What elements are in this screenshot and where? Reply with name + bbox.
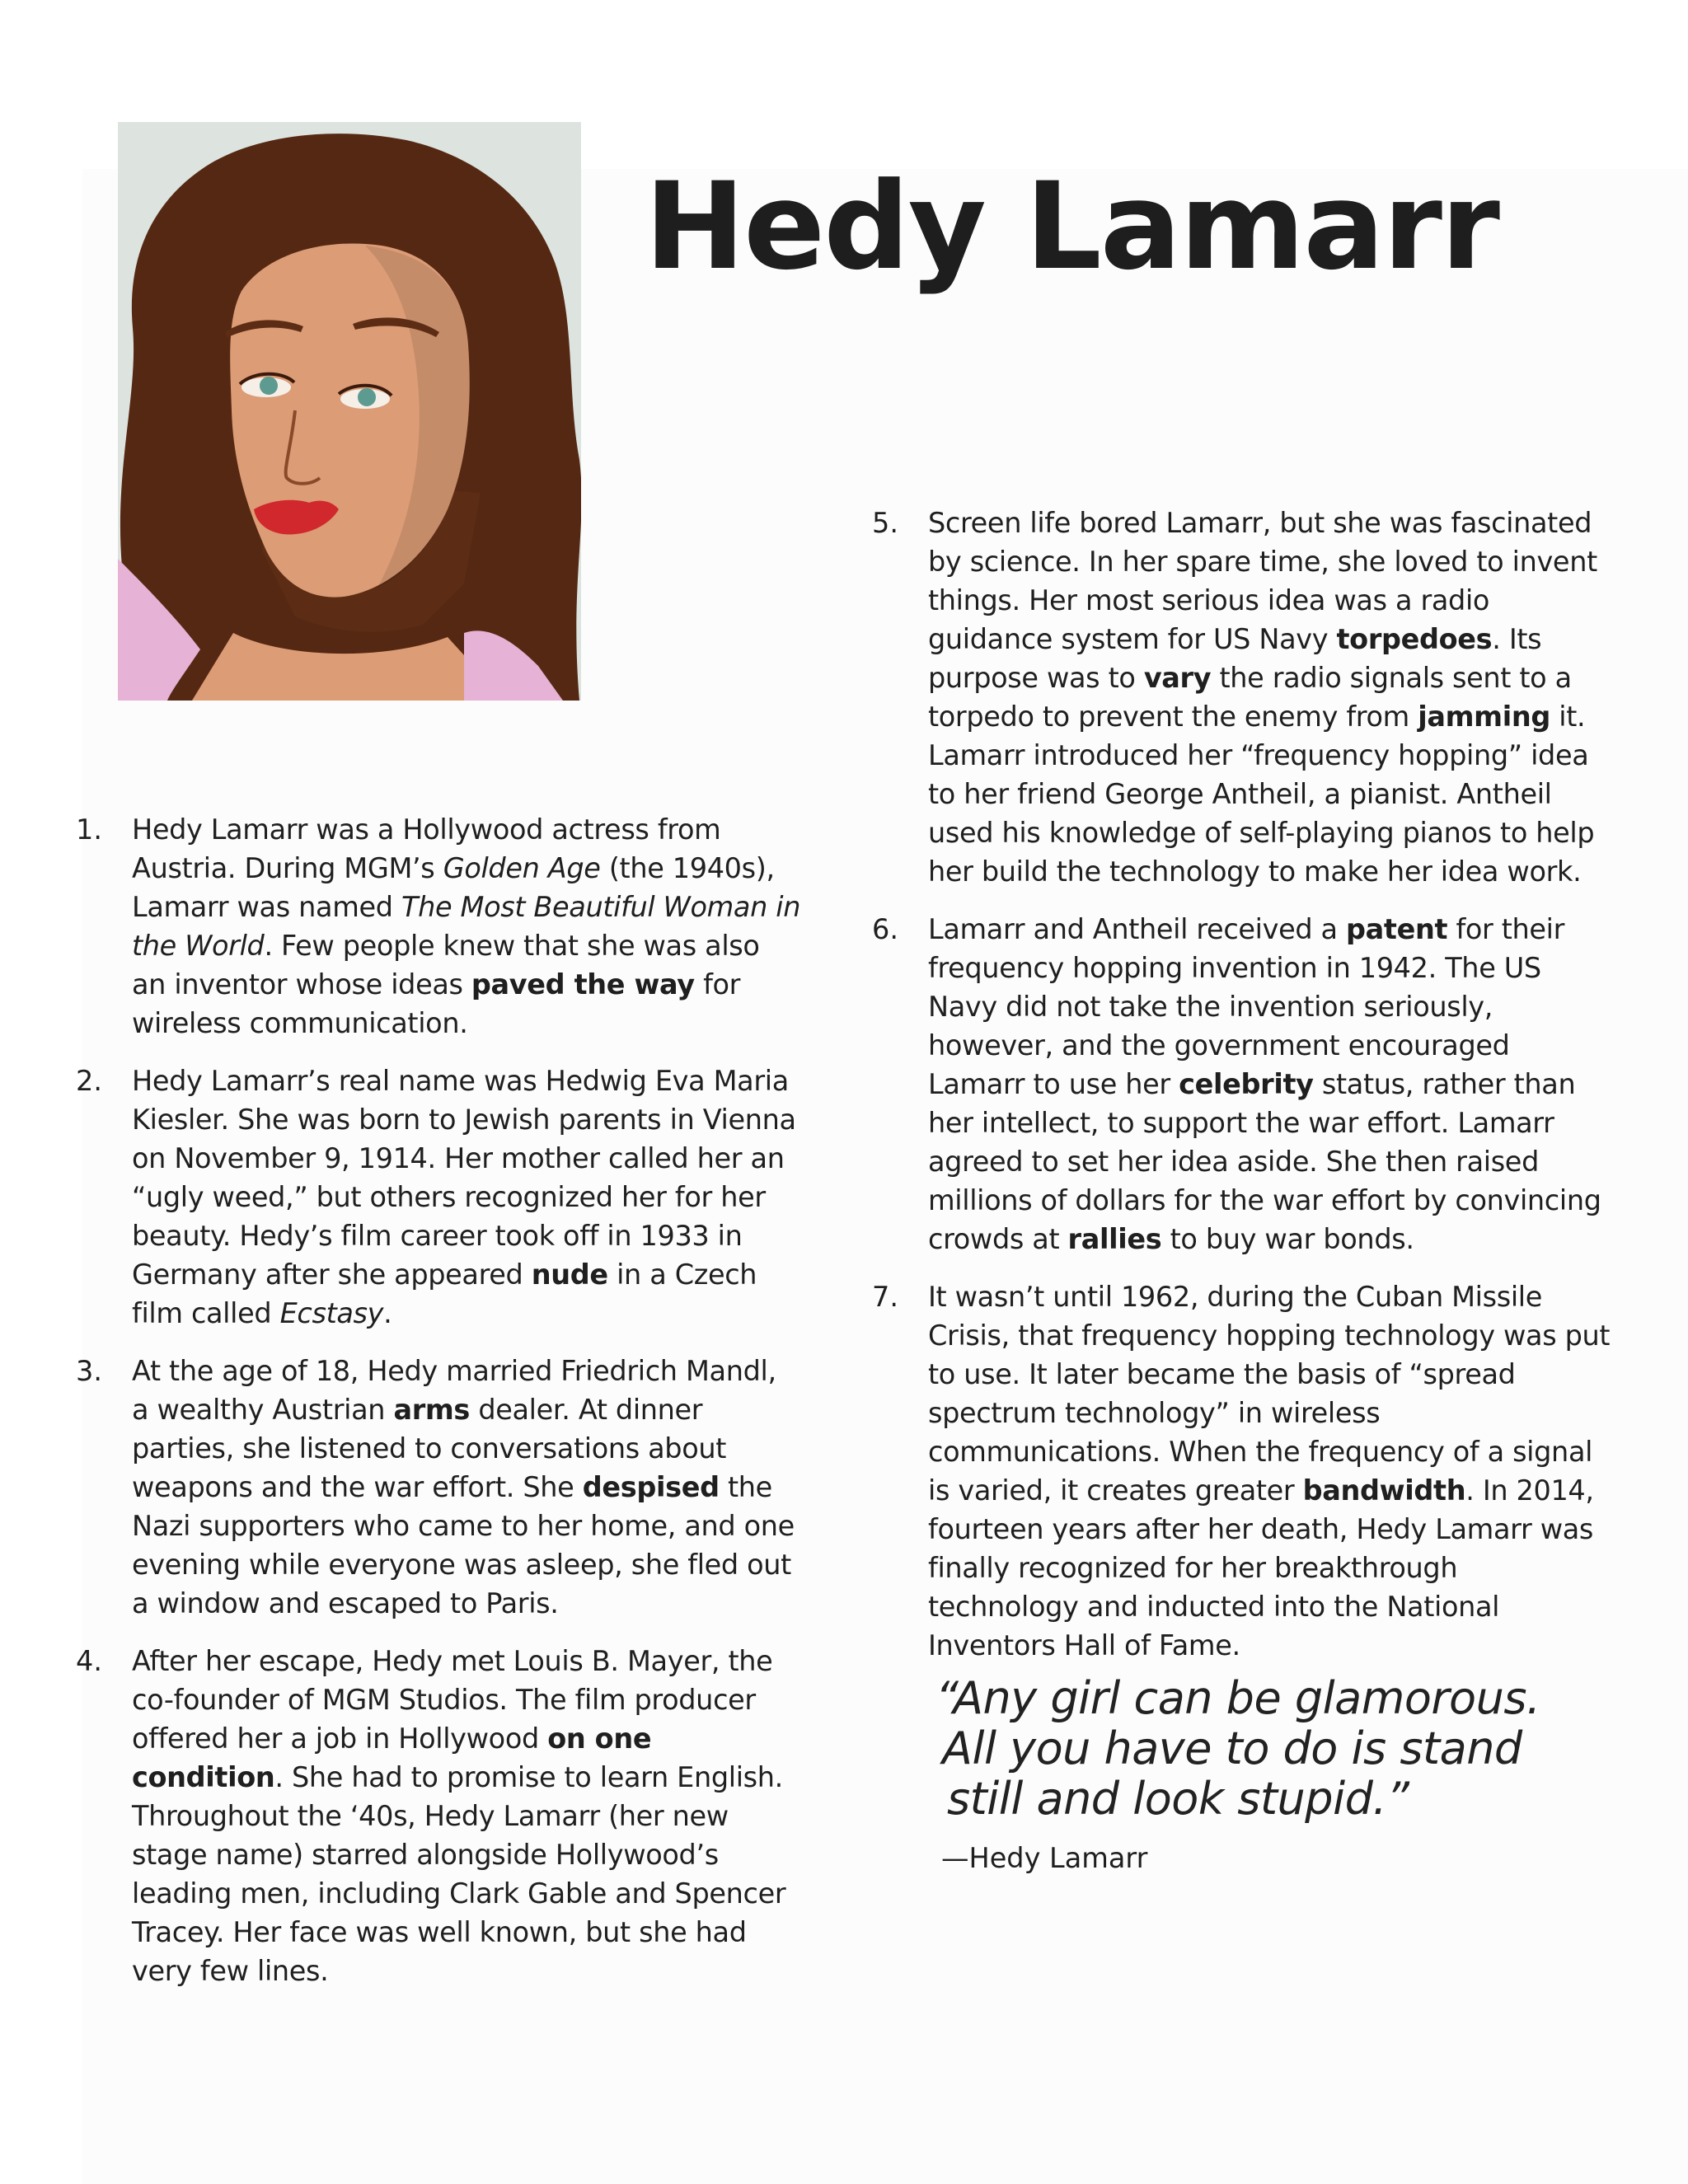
- portrait-eye-right-iris: [358, 388, 376, 406]
- item-number: 4.: [76, 1645, 102, 1677]
- text-run: in a Czech film called: [132, 1258, 757, 1329]
- text-run: the Nazi supporters who came to her home, and one evening while everyone was asleep, she fled out a window and escaped to Paris.: [132, 1471, 795, 1619]
- list-item: [76, 1062, 801, 1333]
- list-item: [872, 1277, 1614, 1665]
- text-run: .: [383, 1297, 392, 1329]
- text-run: dealer. At dinner parties, she listened to conversations about weapons and the war effort. She: [132, 1394, 727, 1503]
- item-number: 7.: [872, 1281, 898, 1313]
- bold-term: paved the way: [471, 968, 695, 1001]
- text-run: It wasn’t until 1962, during the Cuban Missile Crisis, that frequency hopping technology was put to use. It later became the basis of “spread spectrum technology” in wireless communications. When the frequency of a signal is varied, it creates greater: [928, 1281, 1611, 1507]
- text-run: for their frequency hopping invention in 1942. The US Navy did not take the invention seriously, however, and the government encouraged Lamarr to use her: [928, 913, 1565, 1100]
- text-run: the radio signals sent to a torpedo to prevent the enemy from: [928, 662, 1572, 733]
- item-text: [132, 810, 801, 1043]
- text-run: Lamarr and Antheil received a: [928, 913, 1347, 945]
- text-run: Screen life bored Lamarr, but she was fascinated by science. In her spare time, she loved to invent things. Her most serious idea was a radio guidance system for US Navy: [928, 507, 1597, 655]
- item-text: [928, 910, 1614, 1258]
- bold-term: celebrity: [1179, 1068, 1314, 1100]
- quote-attribution: —Hedy Lamarr: [941, 1842, 1148, 1874]
- portrait-eye-left-iris: [260, 377, 278, 395]
- text-run: it. Lamarr introduced her “frequency hopping” idea to her friend George Antheil, a pianist. Antheil used his knowledge of self-playing pianos to help her build the technology to make her idea work.: [928, 701, 1595, 888]
- bold-term: torpedoes: [1336, 623, 1493, 655]
- text-run: At the age of 18, Hedy married Friedrich Mandl, a wealthy Austrian: [132, 1355, 776, 1426]
- bold-term: rallies: [1067, 1223, 1162, 1255]
- italic-title: The Most Beautiful Woman in the World: [132, 891, 801, 962]
- item-text: [132, 1062, 801, 1333]
- list-item: [872, 504, 1614, 891]
- facts-list-left: [76, 810, 801, 2009]
- text-run: (the 1940s), Lamarr was named: [132, 852, 775, 923]
- text-run: . She had to promise to learn English. Throughout the ‘40s, Hedy Lamarr (her new stage name) starred alongside Hollywood’s leading men, including Clark Gable and Spencer Tracey. Her face was well known, but she had very few lines.: [132, 1761, 786, 1987]
- italic-title: Ecstasy: [279, 1297, 384, 1329]
- text-run: for wireless communication.: [132, 968, 741, 1039]
- item-number: 3.: [76, 1355, 102, 1387]
- item-text: [132, 1352, 801, 1623]
- item-text: [928, 1277, 1614, 1665]
- text-run: . Few people knew that she was also an inventor whose ideas: [132, 930, 760, 1001]
- text-run: status, rather than her intellect, to support the war effort. Lamarr agreed to set her idea aside. She then raised millions of dollars for the war effort by convincing crowds at: [928, 1068, 1601, 1255]
- portrait-illustration: [118, 122, 581, 701]
- list-item: [872, 910, 1614, 1258]
- bold-term: nude: [531, 1258, 608, 1291]
- bold-term: despised: [582, 1471, 720, 1503]
- quote-line: still and look stupid.”: [947, 1773, 1409, 1825]
- item-number: 1.: [76, 813, 102, 846]
- bold-term: on one condition: [132, 1722, 652, 1793]
- italic-title: Golden Age: [443, 852, 601, 884]
- item-number: 2.: [76, 1065, 102, 1097]
- text-run: Hedy Lamarr was a Hollywood actress from Austria. During MGM’s: [132, 813, 721, 884]
- bold-term: vary: [1143, 662, 1212, 694]
- quote-line: “Any girl can be glamorous.: [935, 1672, 1540, 1724]
- bold-term: patent: [1346, 913, 1448, 945]
- bold-term: jamming: [1418, 701, 1550, 733]
- page-title: Hedy Lamarr: [645, 157, 1498, 297]
- bold-term: arms: [393, 1394, 471, 1426]
- bold-term: bandwidth: [1302, 1474, 1466, 1507]
- text-run: Hedy Lamarr’s real name was Hedwig Eva Maria Kiesler. She was born to Jewish parents in Vienna on November 9, 1914. Her mother called her an “ugly weed,” but others recognized her for her beauty. Hedy’s film career took off in 1933 in Germany after she appeared: [132, 1065, 796, 1291]
- pull-quote: [935, 1673, 1644, 1824]
- list-item: [76, 810, 801, 1043]
- item-number: 6.: [872, 913, 898, 945]
- text-run: . Its purpose was to: [928, 623, 1542, 694]
- list-item: [76, 1642, 801, 1990]
- text-run: . In 2014, fourteen years after her death, Hedy Lamarr was finally recognized for her breakthrough technology and inducted into the National Inventors Hall of Fame.: [928, 1474, 1594, 1661]
- quote-line: All you have to do is stand: [942, 1722, 1522, 1774]
- text-run: to buy war bonds.: [1161, 1223, 1414, 1255]
- facts-list-right: [872, 504, 1614, 1684]
- item-text: [928, 504, 1614, 891]
- item-text: [132, 1642, 801, 1990]
- item-number: 5.: [872, 507, 898, 539]
- list-item: [76, 1352, 801, 1623]
- text-run: After her escape, Hedy met Louis B. Mayer, the co-founder of MGM Studios. The film producer offered her a job in Hollywood: [132, 1645, 773, 1755]
